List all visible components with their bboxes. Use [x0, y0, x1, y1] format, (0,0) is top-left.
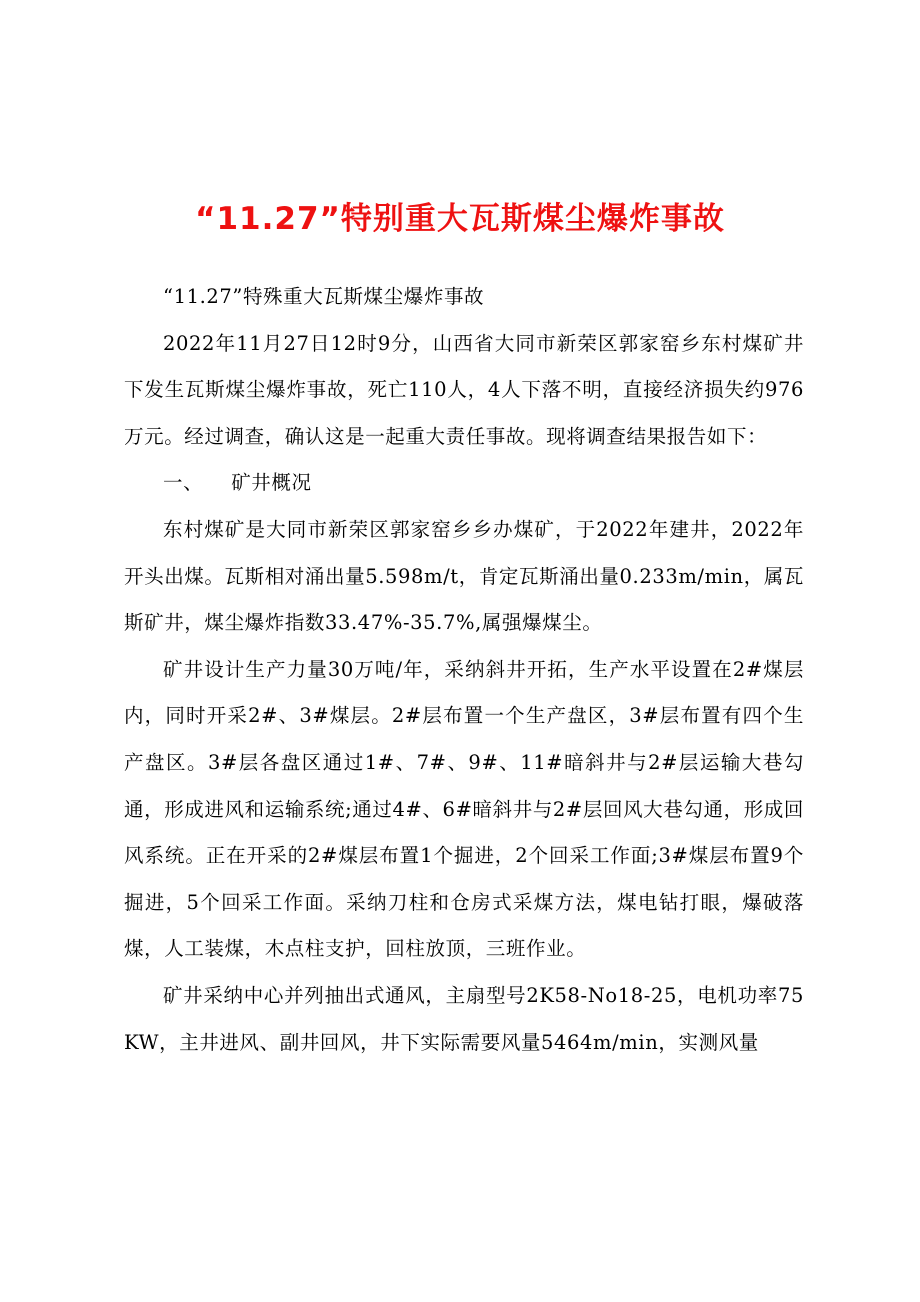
overview-paragraph: 东村煤矿是大同市新荣区郭家窑乡乡办煤矿，于2022年建井，2022年开头出煤。瓦斯相对涌出量5.598m/t，肯定瓦斯涌出量0.233m/min，属瓦斯矿井，煤尘爆炸指数33.47%-35.7%,属强爆煤尘。: [124, 517, 804, 635]
section-heading: [124, 460, 804, 507]
section-heading-number: 一、: [163, 471, 204, 495]
intro-paragraph: 2022年11月27日12时9分，山西省大同市新荣区郭家窑乡东村煤矿井下发生瓦斯煤尘爆炸事故，死亡110人，4人下落不明，直接经济损失约976万元。经过调查，确认这是一起重大责任事故。现将调查结果报告如下：: [124, 331, 804, 448]
document-title: “11.27”特别重大瓦斯煤尘爆炸事故: [195, 201, 725, 237]
ventilation-paragraph: 矿井采纳中心并列抽出式通风，主扇型号2K58-No18-25，电机功率75KW，主井进风、副井回风，井下实际需要风量5464m/min，实测风量: [124, 983, 804, 1054]
section-heading-text: 矿井概况: [231, 471, 312, 495]
design-paragraph: 矿井设计生产力量30万吨/年，采纳斜井开拓，生产水平设置在2#煤层内，同时开采2#、3#煤层。2#层布置一个生产盘区，3#层布置有四个生产盘区。3#层各盘区通过1#、7#、9#、11#暗斜井与2#层运输大巷勾通，形成进风和运输系统;通过4#、6#暗斜井与2#层回风大巷勾通，形成回风系统。正在开采的2#煤层布置1个掘进，2个回采工作面;3#煤层布置9个掘进，5个回采工作面。采纳刀柱和仓房式采煤方法，煤电钻打眼，爆破落煤，人工装煤，木点柱支护，回柱放顶，三班作业。: [124, 657, 804, 961]
document-body: [124, 274, 804, 1066]
subtitle-paragraph: “11.27”特殊重大瓦斯煤尘爆炸事故: [163, 285, 485, 308]
